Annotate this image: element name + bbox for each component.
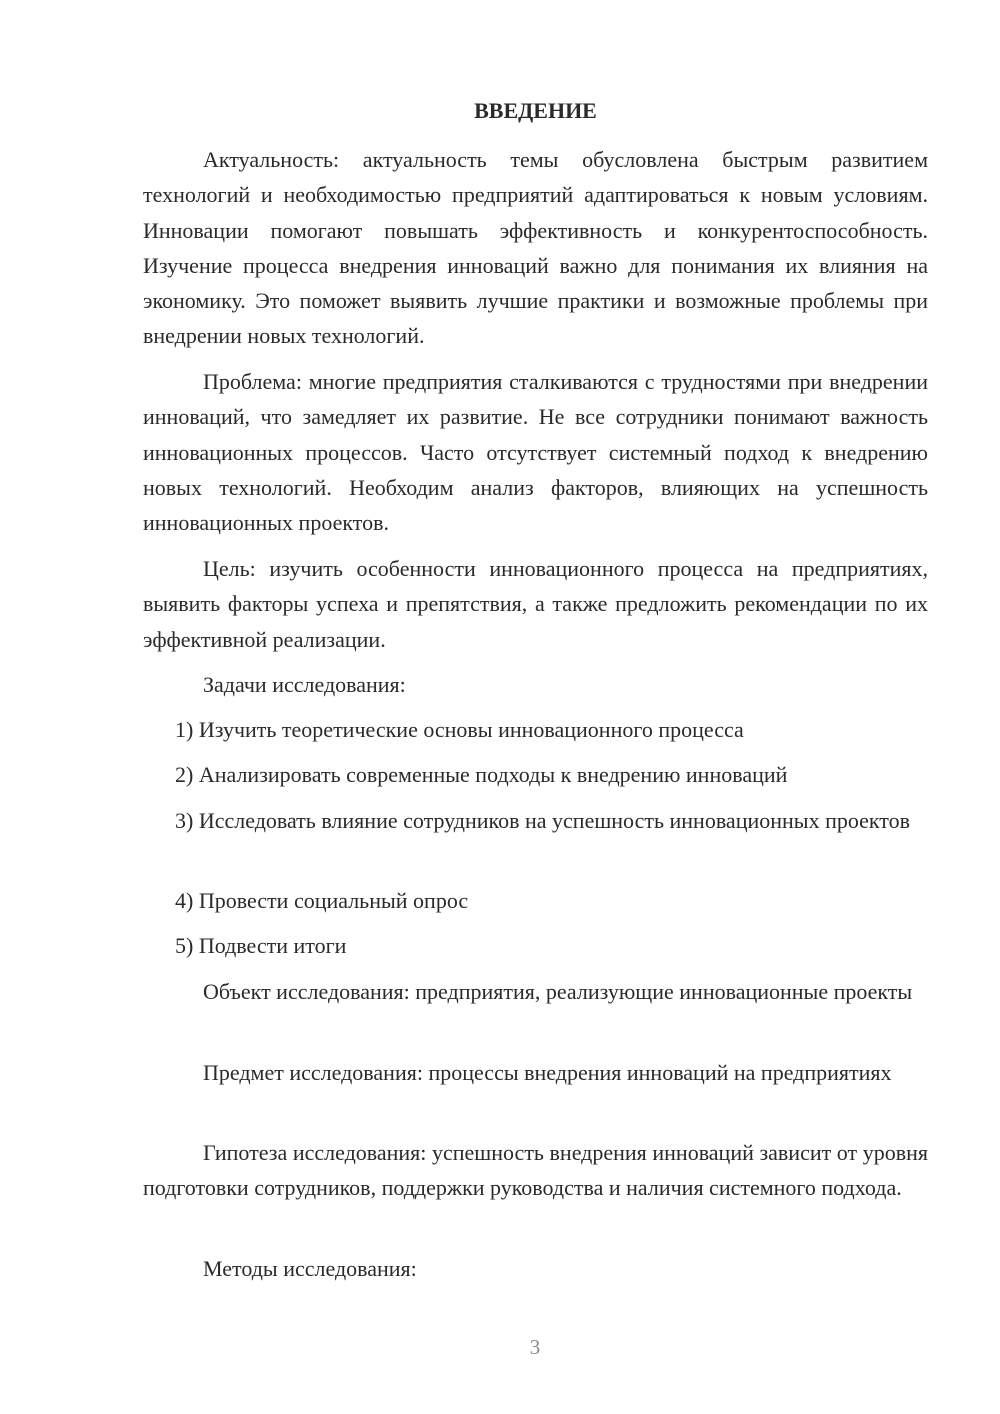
task-item: 4) Провести социальный опрос [175,888,469,913]
paragraph-object: Объект исследования: предприятия, реализующие инновационные проекты [203,979,913,1004]
paragraph-problem: Проблема: многие предприятия сталкиваются с трудностями при внедрении инноваций, что замедляет их развитие. Не все сотрудники понимают важность инновационных процессов. Часто отсутствует системный подход к внедрению новых технологий. Необходим анализ факторов, влияющих на успешность инновационных проектов. [143,369,928,536]
paragraph-goal: Цель: изучить особенности инновационного процесса на предприятиях, выявить факторы успеха и препятствия, а также предложить рекомендации по их эффективной реализации. [143,556,928,652]
methods-heading: Методы исследования: [203,1256,417,1281]
tasks-heading: Задачи исследования: [203,672,406,697]
page-number: 3 [529,1335,541,1359]
task-item: 2) Анализировать современные подходы к внедрению инноваций [175,762,788,787]
paragraph-relevance: Актуальность: актуальность темы обусловлена быстрым развитием технологий и необходимостью предприятий адаптироваться к новым условиям. Инновации помогают повышать эффективность и конкурентоспособность. Изучение процесса внедрения инноваций важно для понимания их влияния на экономику. Это поможет выявить лучшие практики и возможные проблемы при внедрении новых технологий. [143,147,928,349]
section-title: ВВЕДЕНИЕ [474,98,597,123]
task-item: 5) Подвести итоги [175,933,347,958]
task-item: 3) Исследовать влияние сотрудников на успешность инновационных проектов [175,808,910,833]
paragraph-subject: Предмет исследования: процессы внедрения инноваций на предприятиях [203,1060,892,1085]
task-item: 1) Изучить теоретические основы инновационного процесса [175,717,744,742]
paragraph-hypothesis: Гипотеза исследования: успешность внедрения инноваций зависит от уровня подготовки сотрудников, поддержки руководства и наличия системного подхода. [143,1140,928,1201]
